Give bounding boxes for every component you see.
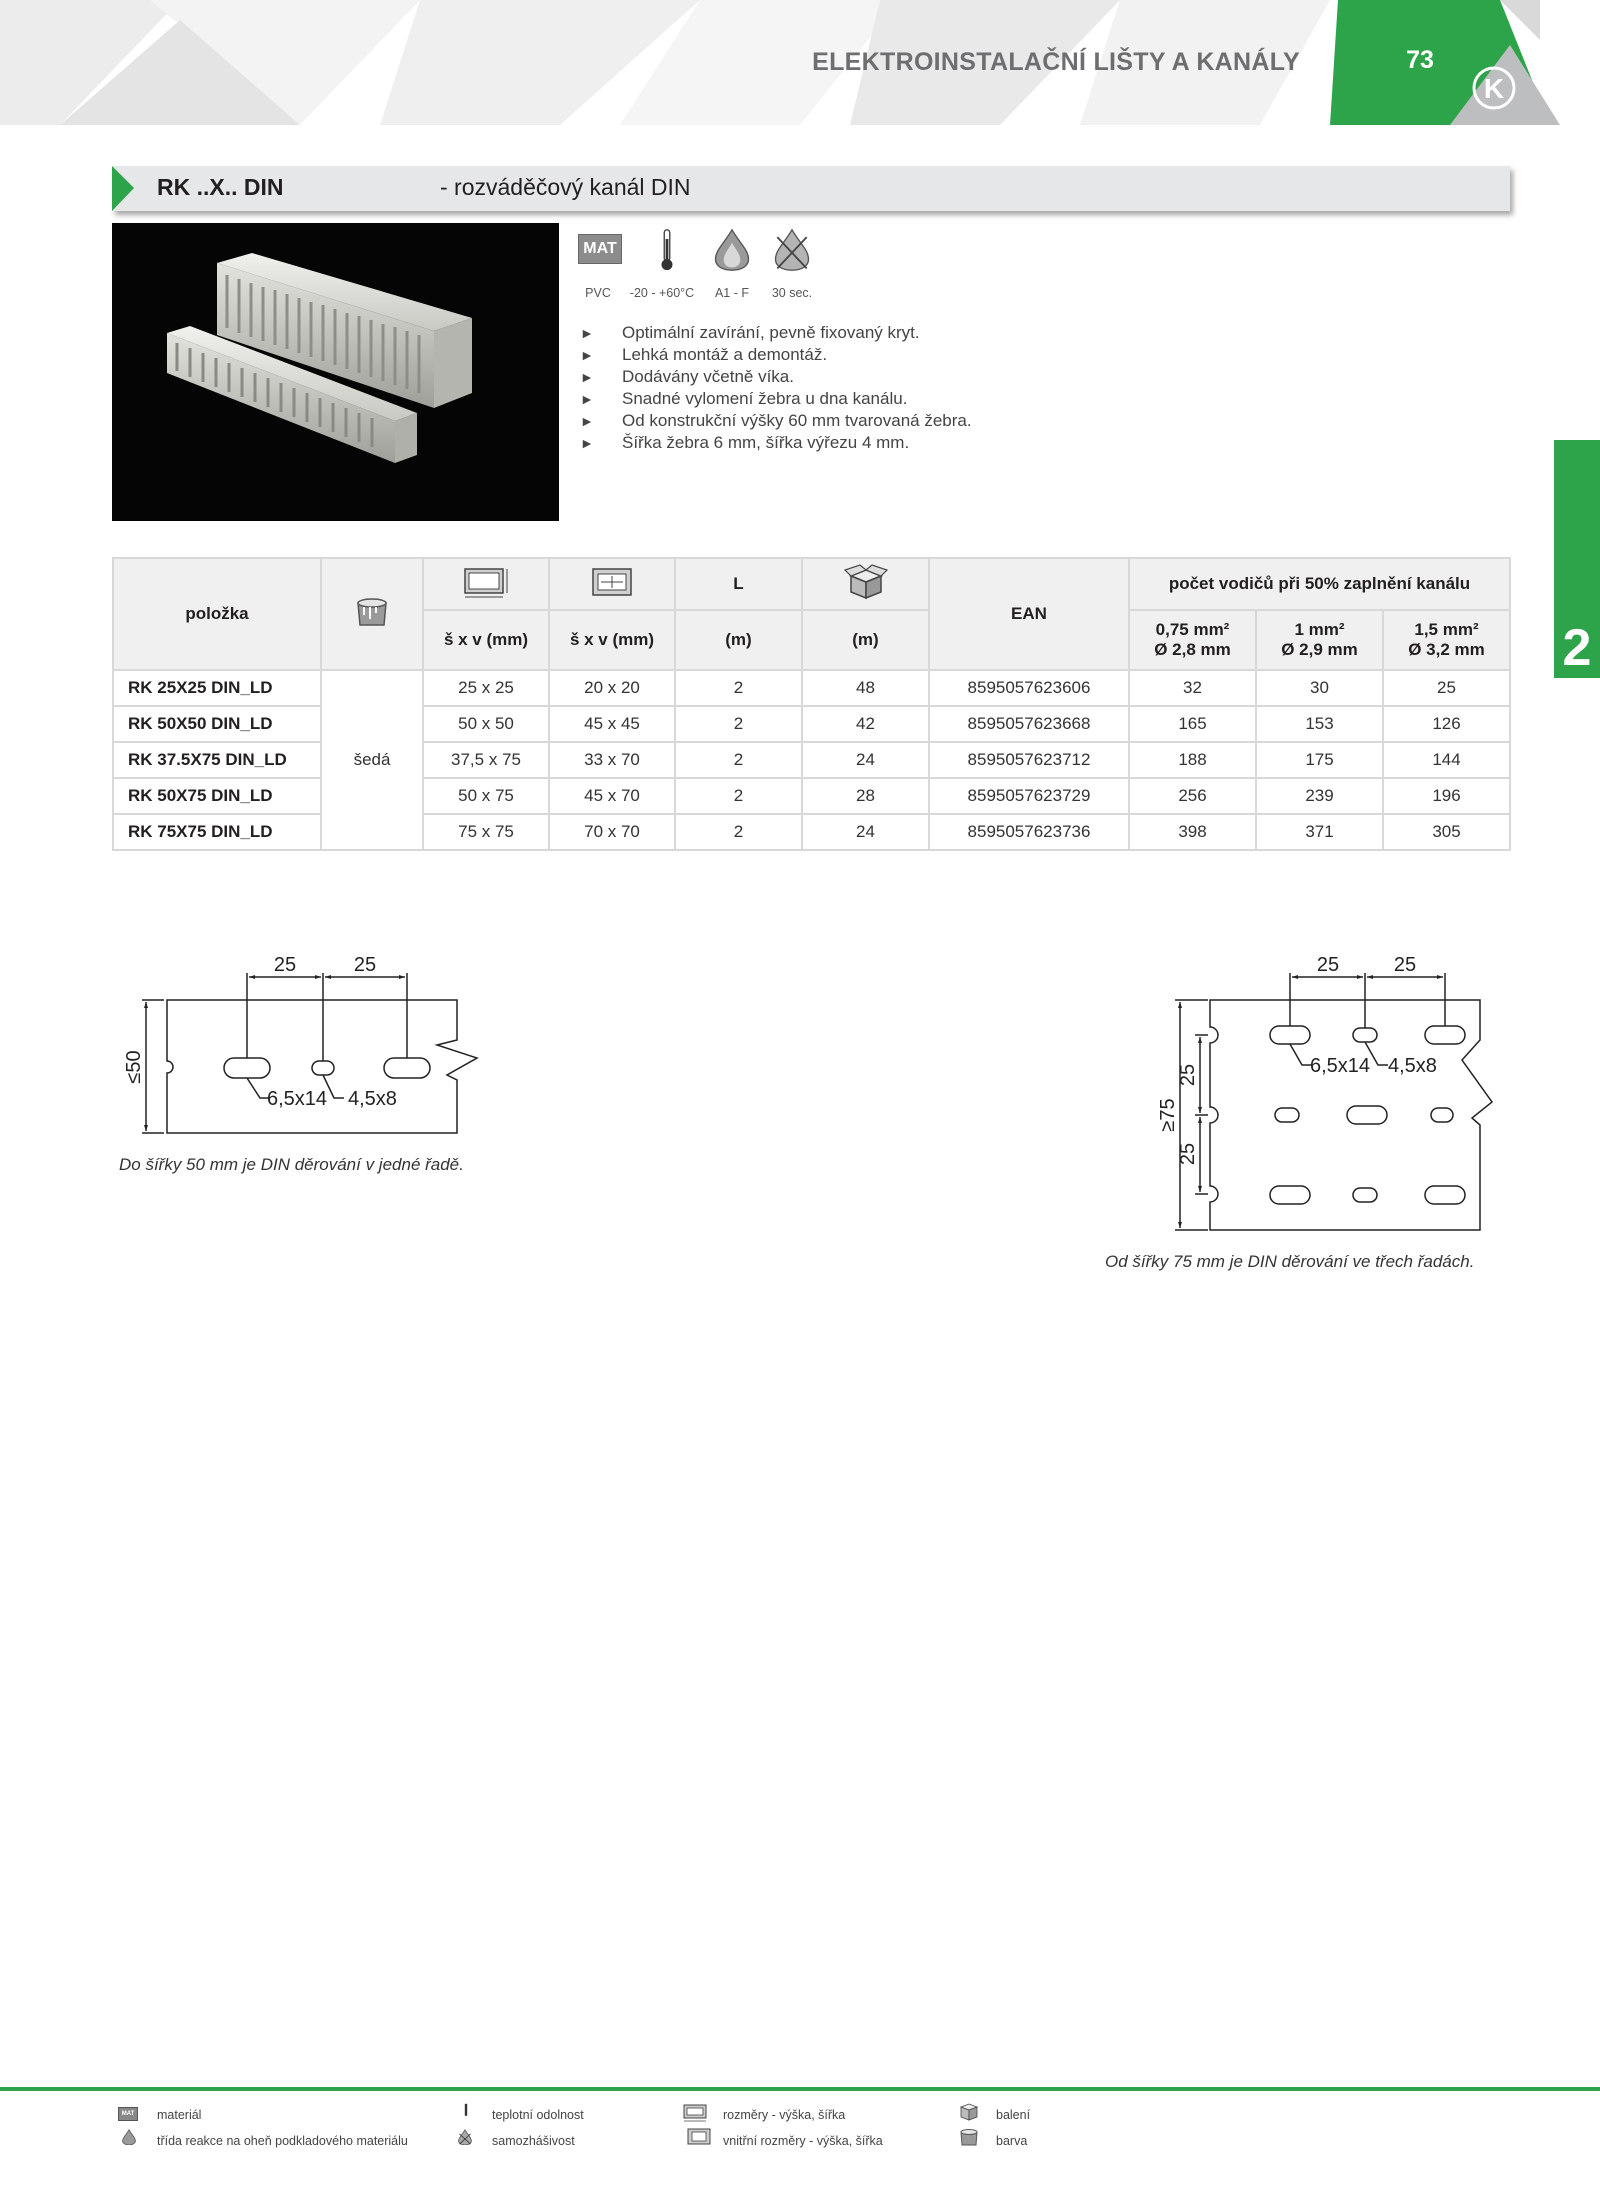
cell-length: 2 <box>675 742 802 778</box>
header-conductor-15: 1,5 mm² Ø 3,2 mm <box>1383 610 1510 670</box>
cell-c3: 25 <box>1383 670 1510 706</box>
property-material-label: PVC <box>585 286 611 300</box>
cell-length: 2 <box>675 670 802 706</box>
cell-length: 2 <box>675 706 802 742</box>
cell-dims: 50 x 50 <box>423 706 549 742</box>
product-description: - rozváděčový kanál DIN <box>440 174 691 200</box>
inner-dimensions-icon <box>590 566 634 598</box>
header-dims-icon-cell <box>423 558 549 610</box>
dim-spacing-a: 25 <box>273 954 297 976</box>
property-fire-class-label: A1 - F <box>714 286 750 300</box>
dim-hole-small: 4,5x8 <box>348 1088 397 1110</box>
cell-code: RK 50X50 DIN_LD <box>113 706 321 742</box>
section-arrow-icon <box>112 166 134 211</box>
header-dims-sub: š x v (mm) <box>423 610 549 670</box>
dimensions-icon <box>682 2103 710 2123</box>
header-item: položka <box>113 558 321 670</box>
color-bucket-icon <box>354 595 390 629</box>
bullet-arrow-icon: ► <box>580 391 594 407</box>
dim-height: ≥75 <box>1157 1098 1179 1132</box>
cell-ean: 8595057623712 <box>929 742 1129 778</box>
header-pack-unit: (m) <box>802 610 929 670</box>
bullet-arrow-icon: ► <box>580 413 594 429</box>
mat-badge-icon: MAT <box>578 234 622 264</box>
dim-hole-large: 6,5x14 <box>267 1088 328 1110</box>
package-box-icon <box>958 2101 980 2121</box>
cell-length: 2 <box>675 814 802 850</box>
header-pack-icon-cell <box>802 558 929 610</box>
cell-code: RK 37.5X75 DIN_LD <box>113 742 321 778</box>
dim-spacing-a: 25 <box>1316 954 1340 976</box>
cell-dims: 37,5 x 75 <box>423 742 549 778</box>
package-box-icon <box>843 564 889 600</box>
legend-inner-dimensions: vnitřní rozměry - výška, šířka <box>723 2134 883 2148</box>
cell-ean: 8595057623606 <box>929 670 1129 706</box>
feature-item: ► Lehká montáž a demontáž. <box>580 345 828 364</box>
brand-logo-letter: K <box>1483 73 1505 104</box>
legend-dimensions: rozměry - výška, šířka <box>723 2108 846 2122</box>
brand-logo-icon <box>1470 62 1518 114</box>
cell-ean: 8595057623668 <box>929 706 1129 742</box>
bullet-arrow-icon: ► <box>580 347 594 363</box>
product-photo <box>112 223 559 521</box>
cell-c2: 239 <box>1256 778 1383 814</box>
cell-ean: 8595057623729 <box>929 778 1129 814</box>
feature-item: ► Od konstrukční výšky 60 mm tvarovaná žebra. <box>580 411 972 430</box>
bullet-arrow-icon: ► <box>580 435 594 451</box>
header-conductor-075: 0,75 mm² Ø 2,8 mm <box>1129 610 1256 670</box>
feature-item: ► Dodávány včetně víka. <box>580 367 794 386</box>
legend-temperature: teplotní odolnost <box>492 2108 584 2122</box>
cell-inner: 45 x 45 <box>549 706 675 742</box>
cell-code: RK 25X25 DIN_LD <box>113 670 321 706</box>
cell-code: RK 75X75 DIN_LD <box>113 814 321 850</box>
dim-row-spacing-bottom: 25 <box>1177 1142 1199 1166</box>
footer-divider <box>0 2087 1600 2091</box>
dim-hole-large: 6,5x14 <box>1310 1055 1371 1077</box>
property-temperature-label: -20 - +60°C <box>629 286 695 300</box>
legend-fire-class: třída reakce na oheň podkladového materiálu <box>157 2134 408 2148</box>
cell-c2: 371 <box>1256 814 1383 850</box>
cell-dims: 75 x 75 <box>423 814 549 850</box>
mat-badge-icon: MAT <box>118 2107 138 2121</box>
header-title: ELEKTROINSTALAČNÍ LIŠTY A KANÁLY <box>812 48 1300 76</box>
chapter-number: 2 <box>1562 619 1592 677</box>
cell-pack: 28 <box>802 778 929 814</box>
legend-material: materiál <box>157 2108 202 2122</box>
bullet-arrow-icon: ► <box>580 325 594 341</box>
cell-dims: 50 x 75 <box>423 778 549 814</box>
flame-drop-icon <box>710 228 754 272</box>
header-length-unit: (m) <box>675 610 802 670</box>
cell-inner: 33 x 70 <box>549 742 675 778</box>
header-conductor-1: 1 mm² Ø 2,9 mm <box>1256 610 1383 670</box>
cell-c1: 256 <box>1129 778 1256 814</box>
cell-color: šedá <box>321 670 423 850</box>
thermometer-icon <box>456 2103 476 2119</box>
cell-code: RK 50X75 DIN_LD <box>113 778 321 814</box>
header-ean: EAN <box>929 558 1129 670</box>
dim-spacing-b: 25 <box>1393 954 1417 976</box>
specification-table <box>112 557 1511 851</box>
feature-item: ► Snadné vylomení žebra u dna kanálu. <box>580 389 908 408</box>
self-extinguishing-icon <box>770 228 814 272</box>
cell-pack: 24 <box>802 814 929 850</box>
section-title-bar <box>112 166 1510 211</box>
flame-drop-icon <box>119 2129 139 2145</box>
cell-pack: 42 <box>802 706 929 742</box>
inner-dimensions-icon <box>687 2128 711 2146</box>
dim-height: ≤50 <box>123 1050 145 1084</box>
din-perforation-diagram-three-rows <box>1120 940 1520 1240</box>
diagram-right-caption: Od šířky 75 mm je DIN děrování ve třech řadách. <box>1105 1252 1475 1271</box>
property-self-extinguish-label: 30 sec. <box>771 286 813 300</box>
cell-c3: 196 <box>1383 778 1510 814</box>
dim-spacing-b: 25 <box>353 954 377 976</box>
cell-c1: 398 <box>1129 814 1256 850</box>
cell-c2: 30 <box>1256 670 1383 706</box>
product-code: RK ..X.. DIN <box>157 174 284 200</box>
header-conductors: počet vodičů při 50% zaplnění kanálu <box>1129 558 1510 610</box>
legend-color: barva <box>996 2134 1028 2148</box>
header-color <box>321 558 423 670</box>
feature-item: ► Optimální zavírání, pevně fixovaný kryt. <box>580 323 920 342</box>
color-bucket-icon <box>958 2127 980 2147</box>
cell-c2: 175 <box>1256 742 1383 778</box>
cell-ean: 8595057623736 <box>929 814 1129 850</box>
header-inner-dims-sub: š x v (mm) <box>549 610 675 670</box>
feature-list <box>580 322 972 454</box>
cell-inner: 20 x 20 <box>549 670 675 706</box>
cell-inner: 70 x 70 <box>549 814 675 850</box>
din-perforation-diagram-single-row <box>112 940 512 1140</box>
cell-inner: 45 x 70 <box>549 778 675 814</box>
header-inner-dims-icon-cell <box>549 558 675 610</box>
diagram-left-caption: Do šířky 50 mm je DIN děrování v jedné řadě. <box>119 1155 464 1174</box>
dimensions-icon <box>461 565 511 599</box>
feature-item: ► Šířka žebra 6 mm, šířka výřezu 4 mm. <box>580 433 910 452</box>
cell-c3: 305 <box>1383 814 1510 850</box>
bullet-arrow-icon: ► <box>580 369 594 385</box>
cell-c2: 153 <box>1256 706 1383 742</box>
legend-self-extinguishing: samozhášivost <box>492 2134 575 2148</box>
dim-hole-small: 4,5x8 <box>1388 1055 1437 1077</box>
cell-c1: 32 <box>1129 670 1256 706</box>
cell-dims: 25 x 25 <box>423 670 549 706</box>
header-length: L <box>675 558 802 610</box>
cell-pack: 48 <box>802 670 929 706</box>
cell-c3: 126 <box>1383 706 1510 742</box>
cell-c1: 165 <box>1129 706 1256 742</box>
table-row <box>113 670 1510 706</box>
self-extinguishing-icon <box>455 2129 475 2145</box>
thermometer-icon <box>655 228 679 272</box>
cell-c1: 188 <box>1129 742 1256 778</box>
cell-c3: 144 <box>1383 742 1510 778</box>
cell-pack: 24 <box>802 742 929 778</box>
page-number: 73 <box>1406 46 1434 74</box>
dim-row-spacing-top: 25 <box>1177 1063 1199 1087</box>
legend-package: balení <box>996 2108 1031 2122</box>
cell-length: 2 <box>675 778 802 814</box>
